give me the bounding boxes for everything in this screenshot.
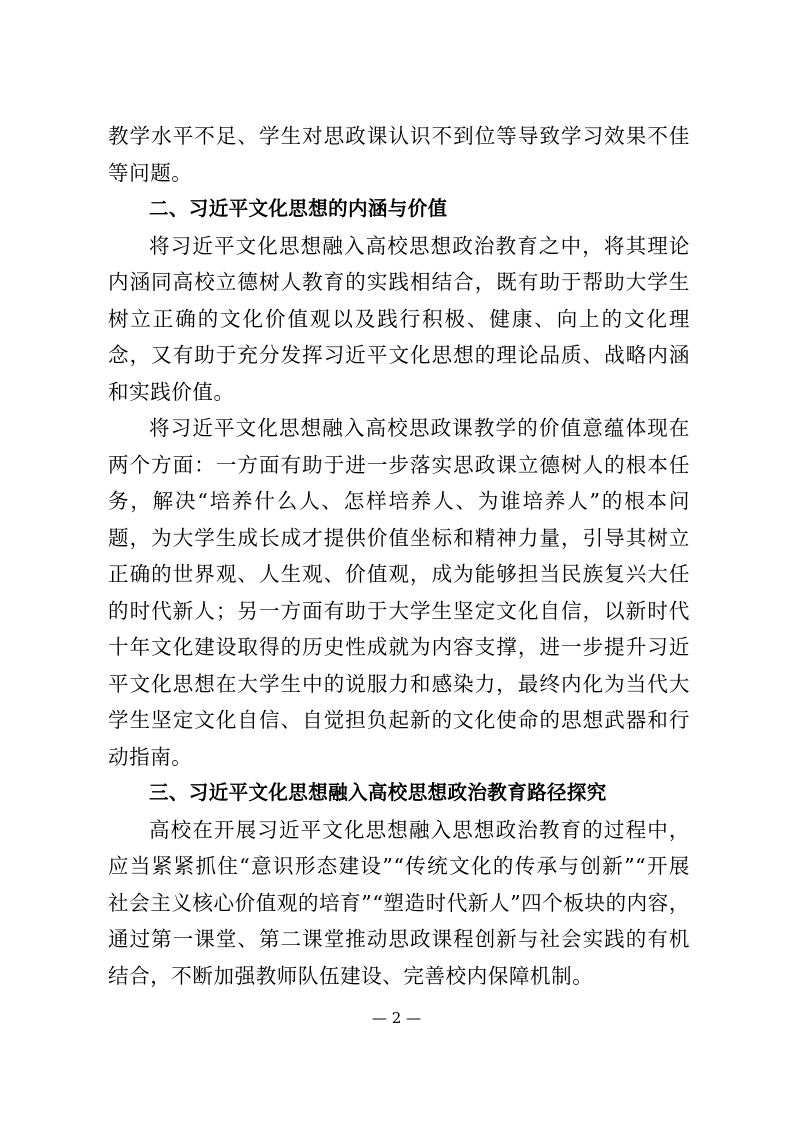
paragraph-continuation: 教学水平不足、学生对思政课认识不到位等导致学习效果不佳等问题。 (108, 124, 690, 185)
section-heading-2: 二、习近平文化思想的内涵与价值 (149, 197, 448, 220)
paragraph-path: 高校在开展习近平文化思想融入思想政治教育的过程中，应当紧紧抓住“意识形态建设”“传统文化的传承与创新”“开展社会主义核心价值观的培育”“塑造时代新人”四个板块的内容，通过第一课堂、第二课堂推动思政课程创新与社会实践的有机结合，不断加强教师队伍建设、完善校内保障机制。 (108, 817, 690, 988)
document-body (108, 118, 690, 994)
page-number: — 2 — (371, 1009, 422, 1027)
paragraph-connotation: 将习近平文化思想融入高校思想政治教育之中，将其理论内涵同高校立德树人教育的实践相结合，既有助于帮助大学生树立正确的文化价值观以及践行积极、健康、向上的文化理念，又有助于充分发挥习近平文化思想的理论品质、战略内涵和实践价值。 (108, 233, 690, 404)
section-heading-3: 三、习近平文化思想融入高校思想政治教育路径探究 (149, 781, 607, 804)
paragraph-value: 将习近平文化思想融入高校思政课教学的价值意蕴体现在两个方面：一方面有助于进一步落实思政课立德树人的根本任务，解决“培养什么人、怎样培养人、为谁培养人”的根本问题，为大学生成长成才提供价值坐标和精神力量，引导其树立正确的世界观、人生观、价值观，成为能够担当民族复兴大任的时代新人；另一方面有助于大学生坚定文化自信，以新时代十年文化建设取得的历史性成就为内容支撑，进一步提升习近平文化思想在大学生中的说服力和感染力，最终内化为当代大学生坚定文化自信、自觉担负起新的文化使命的思想武器和行动指南。 (108, 416, 690, 769)
